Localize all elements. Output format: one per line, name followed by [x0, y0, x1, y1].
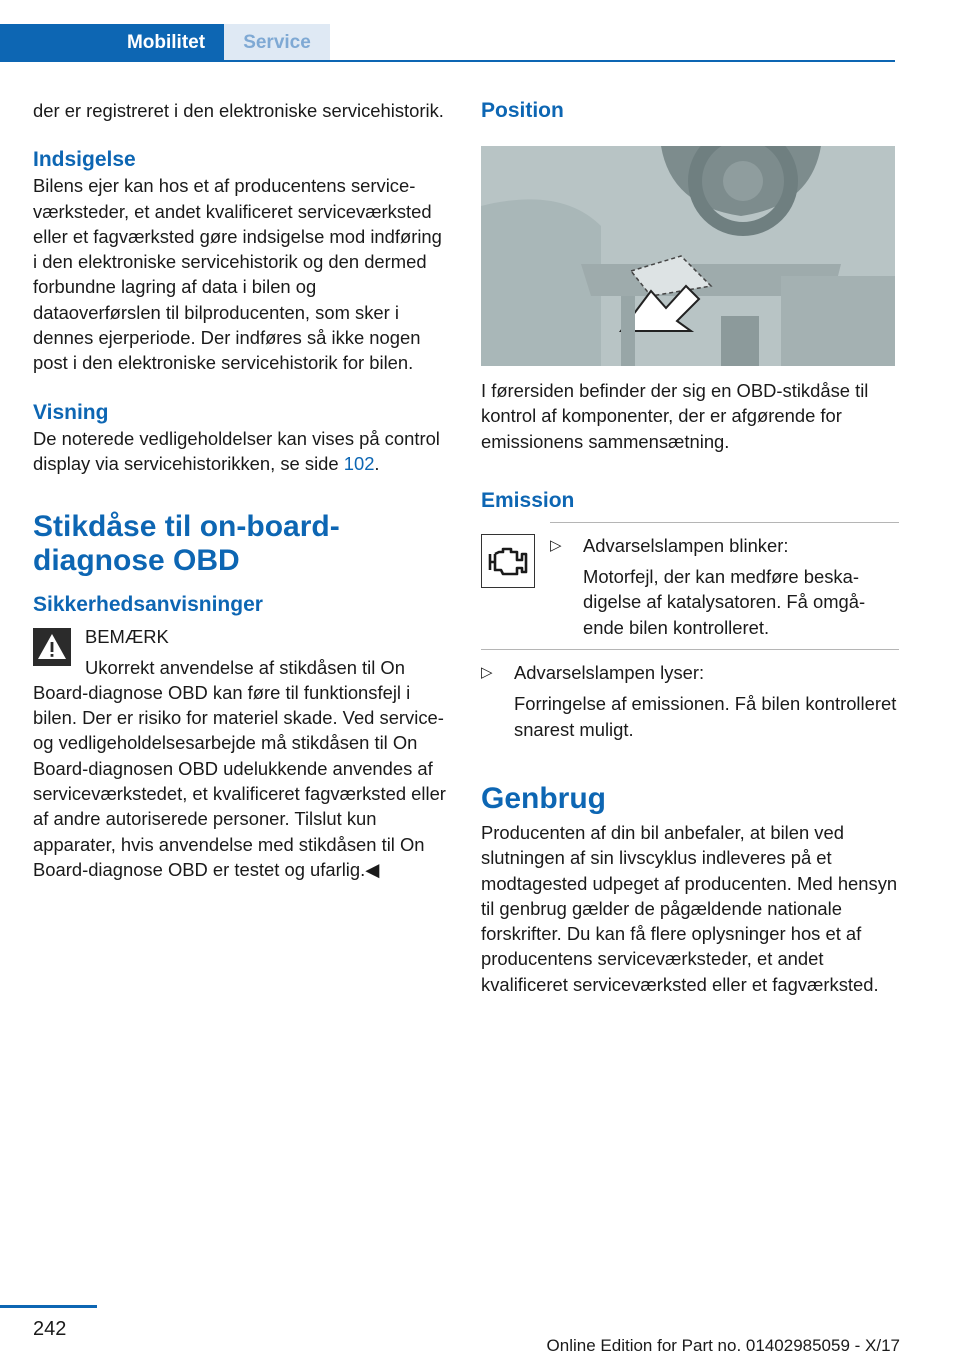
list-item-body: Motorfejl, der kan medføre beskadigelse af katalysatoren. Få omgående bilen kontrolleret.: [583, 566, 866, 638]
right-column: [481, 98, 899, 997]
left-column: [33, 98, 448, 882]
edition-text: Online Edition for Part no. 01402985059 - X/17: [546, 1336, 900, 1355]
indsigelse-heading: Indsigelse: [33, 148, 136, 172]
visning-end: .: [374, 452, 380, 474]
header-tab-spacer: [0, 24, 108, 62]
list-item-head: Advarselslampen blinker:: [583, 534, 789, 556]
list-item-body: Forringelse af emissionen. Få bilen kontrolleret snarest muligt.: [514, 693, 897, 740]
visning-heading: Visning: [33, 400, 109, 424]
list-item: [481, 649, 899, 742]
list-marker-icon: ▷: [550, 536, 562, 554]
note-label: BEMÆRK: [85, 626, 169, 648]
emission-block: [481, 522, 899, 649]
tab-service[interactable]: Service: [224, 24, 330, 62]
emission-list: [550, 522, 899, 649]
warning-triangle-icon: [33, 628, 71, 666]
obd-location-photo: [481, 146, 895, 366]
position-body: I førersiden befinder der sig en OBD-stikdåse til kontrol af komponenter, der er afgørende for emissionens sammensætning.: [481, 380, 869, 452]
intro-text: der er registreret i den elektroniske servicehistorik.: [33, 100, 444, 121]
visning-body: [33, 426, 448, 477]
safety-heading: Sikkerhedsanvisninger: [33, 593, 263, 617]
header-rule: [0, 60, 895, 62]
note-body: [33, 655, 448, 883]
genbrug-body: Producenten af din bil anbefaler, at bilen ved slutningen af sin livscyklus indleveres på et modtagested udpeget af producenten. Med hensyn til genbrug gælder de pågældende nationale forskrifter. Du kan få flere oplysninger hos et af producentens serviceværksteder, et andet kvalificeret serviceværksted eller et fagværksted.: [481, 821, 898, 995]
list-item-head: Advarselslampen lyser:: [514, 662, 705, 684]
page-number: 242: [33, 1318, 67, 1340]
list-marker-icon: ▷: [481, 664, 493, 682]
tab-mobilitet[interactable]: Mobilitet: [108, 24, 224, 62]
indsigelse-body: Bilens ejer kan hos et af producentens serviceværksteder, et andet kvalificeret serviceværksted eller et fagværksted gøre indsigelse mod indføring i den elektroniske servicehistorik og den dermed forbundne lagring af data i bilen og dataoverførslen til bilproducenten, som sker i dennes ejerperiode. Der indføres så ikke nogen post i den elektroniske servicehistorik for bilen.: [33, 175, 442, 374]
genbrug-heading: Genbrug: [481, 781, 606, 815]
warning-note: [33, 624, 448, 654]
note-body-text: Ukorrekt anvendelse af stikdåsen til On Board-diagnose OBD kan føre til funktionsfejl i bilen. Der er risiko for materiel skade. Ved service- og vedligeholdelsesarbejde må stikdåsen til On Board-diagnosen OBD udelukkende anvendes af serviceværkstedet, et kvalificeret fagværksted eller af andre autoriserede personer. Tilslut kun apparater, hvis anvendelse med stikdåsen til On Board-diagnose OBD er testet og ufarlig.◀: [33, 656, 446, 880]
section-title: Stikdåse til on-board-diagnose OBD: [33, 510, 340, 578]
position-heading: Position: [481, 99, 564, 122]
page-link[interactable]: 102: [343, 452, 375, 474]
list-item: [550, 522, 899, 649]
engine-warning-icon: [481, 534, 535, 588]
footer-rule: [0, 1305, 97, 1308]
visning-text: De noterede vedligeholdelser kan vises på control display via servicehistorikken, se side: [33, 427, 440, 474]
header-bar: [0, 0, 895, 62]
emission-heading: Emission: [481, 488, 575, 512]
